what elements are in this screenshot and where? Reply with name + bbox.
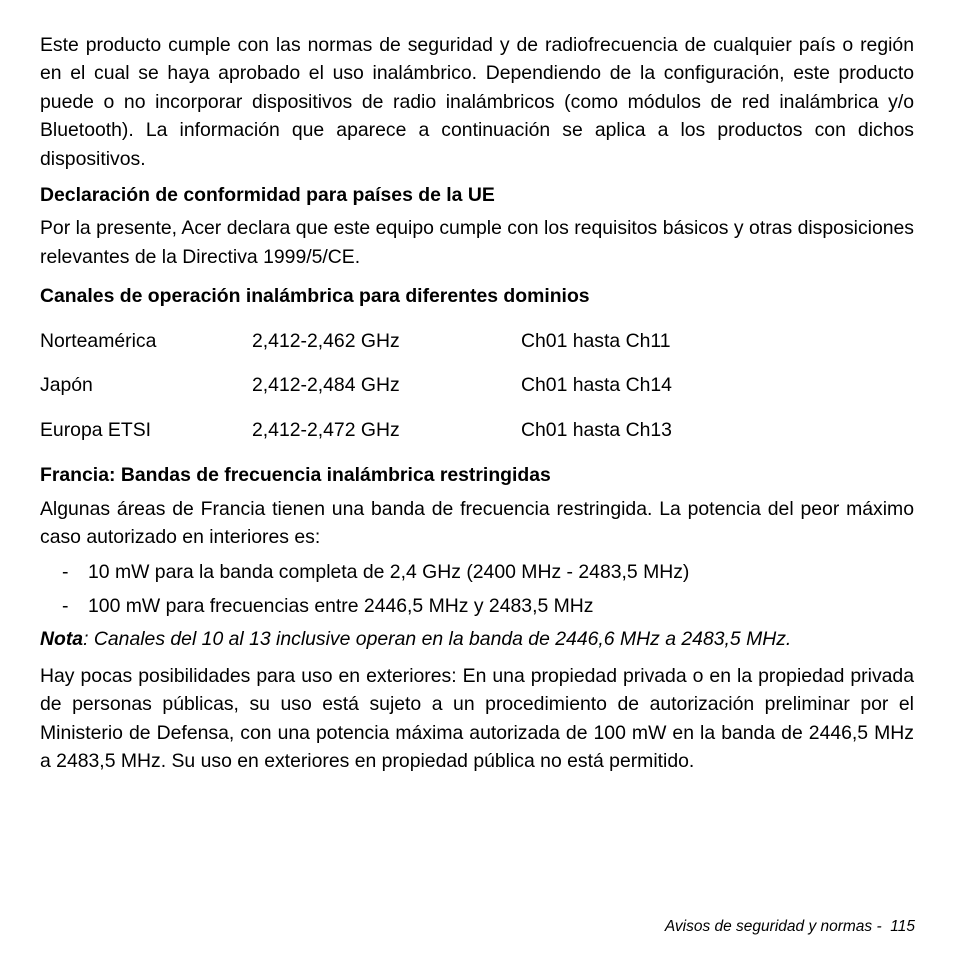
region-cell: Japón [40, 374, 93, 397]
eu-declaration-paragraph: Por la presente, Acer declara que este equipo cumple con los requisitos básicos y otras disposiciones relevantes de la Directiva 1999/5/CE. [40, 217, 914, 268]
note-label: Nota [40, 628, 84, 651]
list-item-text: 100 mW para frecuencias entre 2446,5 MHz y 2483,5 MHz [88, 594, 594, 617]
note-paragraph [40, 625, 914, 653]
channels-table [40, 327, 914, 461]
channels-heading: Canales de operación inalámbrica para diferentes dominios [40, 285, 590, 308]
document-page [40, 31, 914, 775]
table-row [40, 327, 914, 372]
table-row [40, 416, 914, 461]
footer-title: Avisos de seguridad y normas - [664, 918, 882, 935]
page-footer [665, 918, 915, 936]
frequency-cell: 2,412-2,472 GHz [252, 418, 400, 441]
channel-range-cell: Ch01 hasta Ch13 [521, 418, 672, 441]
france-heading: Francia: Bandas de frecuencia inalámbrica restringidas [40, 464, 551, 487]
outdoor-use-paragraph: Hay pocas posibilidades para uso en exteriores: En una propiedad privada o en la propiedad privada de personas públicas, su uso está sujeto a un procedimiento de autorización preliminar por el Ministerio de Defensa, con una potencia máxima autorizada de 100 mW en la banda de 2446,5 MHz a 2483,5 MHz. Su uso en exteriores en propiedad pública no está permitido. [40, 664, 914, 772]
region-cell: Europa ETSI [40, 418, 152, 441]
page-number: 115 [890, 918, 915, 935]
france-paragraph: Algunas áreas de Francia tienen una banda de frecuencia restringida. La potencia del peor máximo caso autorizado en interiores es: [40, 497, 914, 548]
table-row [40, 371, 914, 416]
bullet-dash: - [62, 594, 69, 617]
region-cell: Norteamérica [40, 329, 157, 352]
frequency-cell: 2,412-2,484 GHz [252, 374, 400, 397]
channel-range-cell: Ch01 hasta Ch11 [521, 329, 671, 352]
channel-range-cell: Ch01 hasta Ch14 [521, 374, 672, 397]
frequency-cell: 2,412-2,462 GHz [252, 329, 400, 352]
bullet-dash: - [62, 561, 69, 584]
note-text: : Canales del 10 al 13 inclusive operan en la banda de 2446,6 MHz a 2483,5 MHz. [83, 628, 792, 651]
power-limits-list [40, 558, 914, 625]
intro-paragraph: Este producto cumple con las normas de seguridad y de radiofrecuencia de cualquier país o región en el cual se haya aprobado el uso inalámbrico. Dependiendo de la configuración, este producto puede o no incorporar dispositivos de radio inalámbricos (como módulos de red inalámbrica y/o Bluetooth). La información que aparece a continuación se aplica a los productos con dichos dispositivos. [40, 34, 914, 170]
list-item [40, 558, 914, 592]
list-item [40, 592, 914, 626]
eu-declaration-heading: Declaración de conformidad para países de la UE [40, 184, 495, 207]
list-item-text: 10 mW para la banda completa de 2,4 GHz (2400 MHz - 2483,5 MHz) [88, 561, 690, 584]
